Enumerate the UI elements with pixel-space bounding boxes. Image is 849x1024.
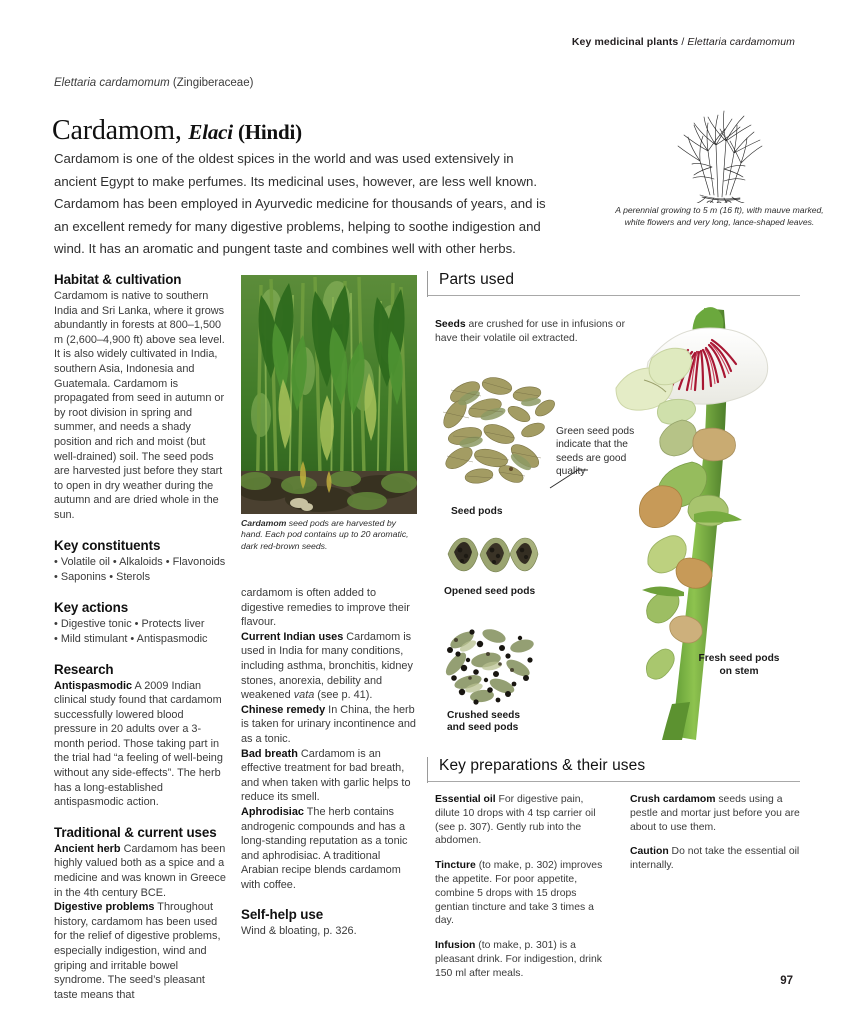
- traditional-item-label: Digestive problems: [54, 901, 155, 914]
- crushed-seeds-label-line-2: and seed pods: [447, 722, 519, 733]
- prep-text: seeds using a pestle and mortar just before you are about to use them.: [630, 794, 800, 833]
- selfhelp-text: Wind & bloating, p. 326.: [241, 925, 357, 938]
- habitat-photo-caption: [241, 518, 419, 552]
- prep-crush-cardamom: [630, 793, 801, 834]
- middle-item-text-2: (see p. 41).: [314, 689, 373, 702]
- illustration-caption: A perennial growing to 5 m (16 ft), with mauve marked, white flowers and very long, lance-shaped leaves.: [615, 205, 824, 227]
- key-preparations-heading: Key preparations & their uses: [439, 757, 646, 774]
- opened-seed-pods-label: Opened seed pods: [444, 586, 536, 597]
- section-divider: [427, 781, 800, 782]
- actions-heading: Key actions: [54, 599, 129, 615]
- traditional-item-ancient-herb: [54, 842, 226, 900]
- constituents-line-1: • Volatile oil • Alkaloids • Flavonoids: [54, 555, 226, 568]
- prep-infusion: [435, 939, 606, 980]
- fresh-seed-pods-label-line-1: Fresh seed pods: [698, 653, 780, 664]
- middle-item-label: Bad breath: [241, 747, 298, 760]
- traditional-heading: Traditional & current uses: [54, 824, 217, 840]
- research-item-text: A 2009 Indian clinical study found that cardamom successfully lowered blood pressure in 20 adults over a 3-month period. Those taking part in the trial had “a feeling of well-being without any side-effects”. The herb has a long-established antispasmodic action.: [54, 679, 223, 809]
- habitat-text: Cardamom is native to southern India and Sri Lanka, where it grows abundantly in forests at 800–1,500 m (2,600–4,900 ft) above sea level. It is also widely cultivated in India, southern Asia, Indonesia and Guatemala. Cardamom is propagated from seed in autumn or by root division in spring and summer, and needs a shady position and rich and moist (but well-drained) soil. The seed pods are harvested just before they start to open in dry weather during the autumn and are dried whole in the sun.: [54, 290, 225, 521]
- running-head: [572, 36, 795, 48]
- prep-label: Tincture: [435, 860, 476, 872]
- title-language: (Hindi): [232, 119, 302, 144]
- prep-essential-oil: [435, 793, 606, 848]
- middle-item-chinese-remedy: [241, 703, 417, 747]
- prep-text: Do not take the essential oil internally.: [630, 846, 800, 872]
- crushed-seeds-photo: [438, 620, 548, 708]
- prep-text: For digestive pain, dilute 10 drops with 4 tsp carrier oil (see p. 307). Gently rub into the abdomen.: [435, 794, 596, 847]
- habitat-photo: [241, 275, 417, 514]
- prep-label: Essential oil: [435, 794, 496, 805]
- middle-item-label: Current Indian uses: [241, 630, 344, 643]
- continued-text: cardamom is often added to digestive remedies to improve their flavour.: [241, 587, 410, 629]
- prep-tincture: [435, 859, 606, 928]
- prep-label: Caution: [630, 846, 669, 858]
- crushed-seeds-label-line-1: Crushed seeds: [447, 710, 521, 721]
- key-preparations-right-column: [630, 793, 801, 992]
- traditional-item-label: Ancient herb: [54, 842, 121, 855]
- section-divider: [427, 295, 800, 296]
- title-common-name: Cardamom,: [52, 114, 189, 146]
- research-item-label: Antispasmodic: [54, 679, 133, 692]
- intro-paragraph: Cardamom is one of the oldest spices in the world and was used extensively in ancient Egypt to make perfumes. Its medicinal uses, however, are less well known. Cardamom has been employed in Ayurvedic medicine for thousands of years, and is an excellent remedy for many digestive problems, helping to soothe indigestion and wind. It has an aromatic and pungent taste and combines well with other herbs.: [54, 151, 546, 257]
- traditional-item-text: Throughout history, cardamom has been used for the relief of digestive problems, especially indigestion, wind and griping and irritable bowel syndrome. The seed’s pleasant taste means that: [54, 901, 221, 1001]
- parts-used-lead-bold: Seeds: [435, 319, 466, 331]
- traditional-item-text: Cardamom has been highly valued both as a spice and a medicine and was known in Greece in the 4th century BCE.: [54, 842, 226, 899]
- habitat-photo-caption-text: seed pods are harvested by hand. Each pod contains up to 20 aromatic, dark red-brown seeds.: [241, 518, 409, 551]
- running-head-species: Elettaria cardamomum: [687, 36, 795, 48]
- left-column: [54, 272, 226, 1002]
- selfhelp-heading: Self-help use: [241, 907, 324, 923]
- section-vertical-rule: [427, 271, 428, 297]
- middle-item-label: Aphrodisiac: [241, 805, 304, 818]
- constituents-line-2: • Saponins • Sterols: [54, 570, 151, 583]
- habitat-heading: Habitat & cultivation: [54, 272, 182, 287]
- traditional-item-digestive-problems: [54, 900, 226, 1002]
- section-vertical-rule: [427, 757, 428, 783]
- constituents-heading: Key constituents: [54, 537, 161, 553]
- parts-used-heading: Parts used: [439, 271, 515, 288]
- middle-item-aphrodisiac: [241, 805, 417, 893]
- middle-item-label: Chinese remedy: [241, 703, 326, 716]
- middle-item-text: The herb contains androgenic compounds and has a long-standing reputation as a tonic and aphrodisiac. A traditional Arabian recipe blends cardamom with coffee.: [241, 805, 408, 891]
- parts-used-section: [427, 271, 800, 296]
- key-preparations-section: [427, 757, 800, 782]
- prep-label: Crush cardamom: [630, 794, 716, 805]
- running-head-section: Key medicinal plants: [571, 36, 679, 48]
- middle-item-bad-breath: [241, 747, 417, 805]
- binomial-family: (Zingiberaceae): [169, 77, 254, 89]
- research-heading: Research: [54, 661, 114, 677]
- key-preparations-left-column: [435, 793, 606, 992]
- running-head-separator: /: [678, 36, 688, 48]
- green-seed-pods-callout: Green seed pods indicate that the seeds are good quality: [556, 426, 635, 478]
- opened-seed-pods-photo: [444, 534, 540, 576]
- prep-text: (to make, p. 301) is a pleasant drink. For indigestion, drink 150 ml after meals.: [435, 940, 602, 979]
- actions-line-2: • Mild stimulant • Antispasmodic: [54, 632, 208, 645]
- page-title: [52, 115, 302, 147]
- middle-item-text: Cardamom is an effective treatment for bad breath, and when taken with garlic helps to reduce its smell.: [241, 747, 411, 804]
- prep-text: (to make, p. 302) improves the appetite. For poor appetite, combine 5 drops with 15 drops gentian tincture and take 3 times a day.: [435, 860, 603, 927]
- prep-label: Infusion: [435, 940, 476, 952]
- middle-column: [241, 586, 417, 939]
- fresh-seed-pods-label-line-2: on stem: [719, 666, 759, 677]
- actions-line-1: • Digestive tonic • Protects liver: [54, 617, 205, 630]
- parts-used-lead-text: are crushed for use in infusions or have their volatile oil extracted.: [435, 319, 626, 345]
- prep-caution: [630, 845, 801, 873]
- habitat-photo-caption-bold: Cardamom: [241, 518, 287, 528]
- key-preparations-body: [435, 793, 801, 992]
- title-local-name: Elaci: [188, 119, 233, 144]
- middle-item-current-indian-uses: [241, 630, 417, 703]
- binomial-latin: Elettaria cardamomum: [54, 77, 170, 89]
- middle-item-text: Cardamom is used in India for many conditions, including asthma, bronchitis, kidney stones, anorexia, debility and weakened: [241, 630, 413, 702]
- seed-pods-label: Seed pods: [451, 506, 503, 517]
- page-number: 97: [780, 975, 793, 987]
- middle-item-text: In China, the herb is taken for urinary incontinence and as a tonic.: [241, 703, 416, 745]
- middle-item-italic: vata: [293, 689, 315, 702]
- research-item: [54, 679, 226, 810]
- plant-line-drawing-icon: [640, 75, 800, 203]
- species-binomial: [54, 77, 253, 89]
